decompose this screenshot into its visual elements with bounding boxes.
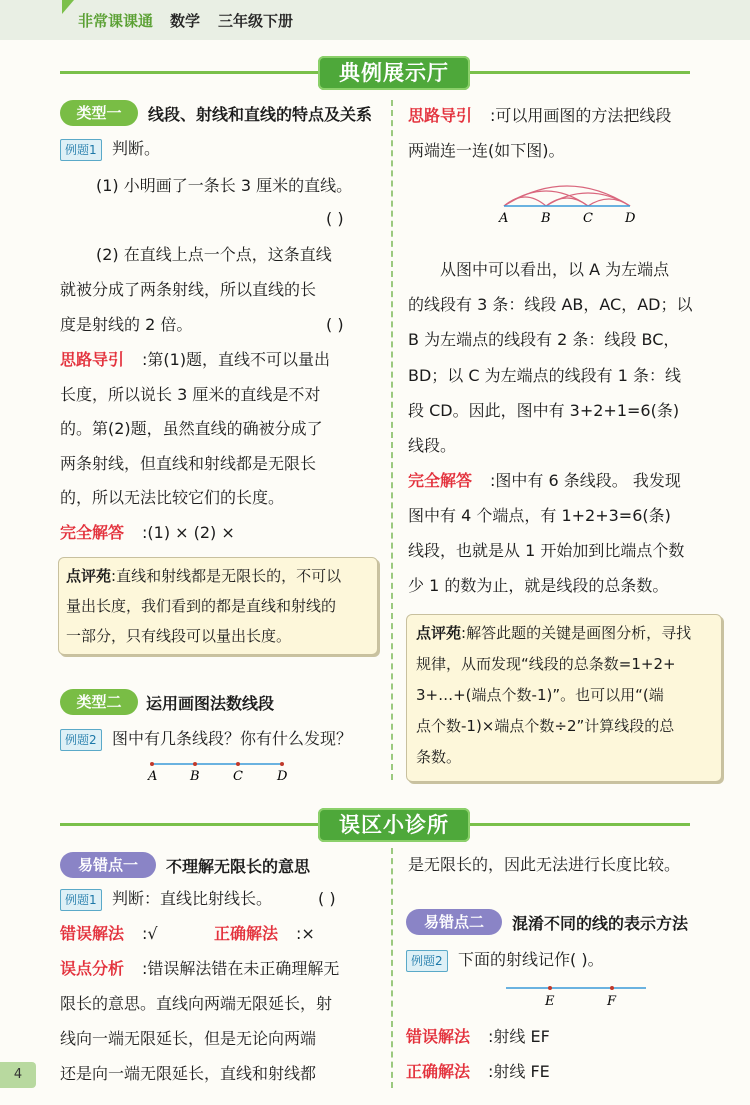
ray-diagram xyxy=(500,980,650,1010)
note-right-line5: 条数。 xyxy=(416,748,462,766)
label-a: A xyxy=(148,769,158,784)
explain-line3: B 为左端点的线段有 2 条：线段 BC， xyxy=(408,330,680,349)
example2-label: 例题2 xyxy=(60,729,102,751)
question2-paren: ( ) xyxy=(326,315,344,334)
point-f xyxy=(610,986,614,990)
book-brand: 非常课课通 xyxy=(78,12,154,30)
explain-line2: 的线段有 3 条：线段 AB，AC，AD；以 xyxy=(408,295,693,314)
diagram-label-b: B xyxy=(541,211,551,226)
analysis-continuation: 是无限长的，因此无法进行长度比较。 xyxy=(408,855,681,874)
hint-line2: 长度，所以说长 3 厘米的直线是不对 xyxy=(60,385,321,404)
mistake2-example-label: 例题2 xyxy=(406,950,448,972)
mistake1-tag: 易错点一 xyxy=(60,852,156,878)
answer-text: :(1) × (2) × xyxy=(142,523,235,542)
note-right-label: 点评苑 xyxy=(416,624,462,642)
label-b: B xyxy=(190,769,200,784)
diagram-label-c: C xyxy=(583,211,593,226)
explain-line6: 线段。 xyxy=(408,436,457,455)
label-c: C xyxy=(233,769,243,784)
mistake1-right-text: :× xyxy=(296,924,315,943)
explain-line4: BD；以 C 为左端点的线段有 1 条：线 xyxy=(408,366,681,385)
point-d xyxy=(280,762,284,766)
analysis-line4: 还是向一端无限延长，直线和射线都 xyxy=(60,1064,317,1083)
hint-line3: 的。第(2)题，虽然直线的确被分成了 xyxy=(60,419,323,438)
question2-line3: 度是射线的 2 倍。 xyxy=(60,315,193,334)
note-label: 点评苑 xyxy=(66,567,112,585)
hint-line1: :第(1)题，直线不可以量出 xyxy=(142,350,331,369)
question1-paren: ( ) xyxy=(326,209,344,228)
label-d: D xyxy=(277,769,288,784)
example2-stem: 图中有几条线段？你有什么发现？ xyxy=(112,729,353,748)
mistake2-stem: 下面的射线记作( )。 xyxy=(458,950,604,969)
mistake2-wrong-label: 错误解法 xyxy=(406,1027,471,1046)
note-right-line3: 3+…+(端点个数-1)”。也可以用“(端 xyxy=(416,686,664,704)
right-hint-label: 思路导引 xyxy=(408,106,473,125)
analysis-line3: 线向一端无限延长，但是无论向两端 xyxy=(60,1029,317,1048)
note-right-line1 xyxy=(416,620,691,646)
right-answer-line1: :图中有 6 条线段。 我发现 xyxy=(490,471,681,490)
grade-label: 三年级下册 xyxy=(218,12,294,30)
right-hint-line2: 两端连一连(如下图)。 xyxy=(408,141,565,160)
explain-line1: 从图中可以看出，以 A 为左端点 xyxy=(440,260,670,279)
mistake2-wrong-text: :射线 EF xyxy=(488,1027,550,1046)
mistake1-example-label: 例题1 xyxy=(60,889,102,911)
section-banner-mistakes: 误区小诊所 xyxy=(318,808,470,842)
mistake1-right-label: 正确解法 xyxy=(214,924,279,943)
analysis-line1: :错误解法错在未正确理解无 xyxy=(142,959,340,978)
analysis-label: 误点分析 xyxy=(60,959,125,978)
mistake2-title: 混淆不同的线的表示方法 xyxy=(512,914,689,933)
mistake2-right-text: :射线 FE xyxy=(488,1062,550,1081)
arc-cd xyxy=(588,199,630,206)
right-answer-line3: 线段，也就是从 1 开始加到比端点个数 xyxy=(408,541,685,560)
note-right-line4: 点个数-1)×端点个数÷2”计算线段的总 xyxy=(416,717,675,735)
point-c xyxy=(236,762,240,766)
diagram-label-d: D xyxy=(625,211,636,226)
note-text: :直线和射线都是无限长的，不可以 xyxy=(111,567,342,585)
column-divider-bottom xyxy=(391,848,393,1088)
point-e xyxy=(548,986,552,990)
page-number: 4 xyxy=(0,1062,36,1088)
diagram-label-a: A xyxy=(499,211,509,226)
hint-line4: 两条射线，但直线和射线都是无限长 xyxy=(60,454,317,473)
question2-line2: 就被分成了两条射线，所以直线的长 xyxy=(60,280,317,299)
subject-label: 数学 xyxy=(170,12,201,30)
right-answer-label: 完全解答 xyxy=(408,471,473,490)
type1-title: 线段、射线和直线的特点及关系 xyxy=(148,105,373,124)
example1-label: 例题1 xyxy=(60,139,102,161)
mistake1-paren: ( ) xyxy=(318,889,336,908)
segment-diagram-left xyxy=(140,756,300,784)
column-divider xyxy=(391,100,393,780)
note-left-line2: 量出长度，我们看到的都是直线和射线的 xyxy=(66,597,337,615)
label-e: E xyxy=(545,994,555,1009)
type2-tag: 类型二 xyxy=(60,689,138,715)
mistake1-wrong-label: 错误解法 xyxy=(60,924,125,943)
label-f: F xyxy=(607,994,617,1009)
question1: (1) 小明画了一条长 3 厘米的直线。 xyxy=(96,176,353,195)
hint-label: 思路导引 xyxy=(60,350,125,369)
note-right-line2: 规律，从而发现“线段的总条数=1+2+ xyxy=(416,655,676,673)
connected-segments-diagram xyxy=(490,170,650,226)
mistake2-tag: 易错点二 xyxy=(406,909,502,935)
right-answer-line4: 少 1 的数为止，就是线段的总条数。 xyxy=(408,576,669,595)
point-b xyxy=(193,762,197,766)
note-left-line1 xyxy=(66,563,341,589)
note-left-line3: 一部分，只有线段可以量出长度。 xyxy=(66,627,292,645)
right-answer-line2: 图中有 4 个端点，有 1+2+3=6(条) xyxy=(408,506,671,525)
mistake1-title: 不理解无限长的意思 xyxy=(166,857,311,876)
type1-tag: 类型一 xyxy=(60,100,138,126)
type2-title: 运用画图法数线段 xyxy=(146,694,275,713)
point-a xyxy=(150,762,154,766)
section-banner-examples: 典例展示厅 xyxy=(318,56,470,90)
question2-line1: (2) 在直线上点一个点，这条直线 xyxy=(96,245,332,264)
hint-line5: 的，所以无法比较它们的长度。 xyxy=(60,488,285,507)
analysis-line2: 限长的意思。直线向两端无限延长，射 xyxy=(60,994,333,1013)
mistake2-right-label: 正确解法 xyxy=(406,1062,471,1081)
explain-line5: 段 CD。因此，图中有 3+2+1=6(条) xyxy=(408,401,680,420)
mistake1-stem: 判断：直线比射线长。 xyxy=(112,889,273,908)
note-right-text: :解答此题的关键是画图分析，寻找 xyxy=(461,624,692,642)
mistake1-wrong-text: :√ xyxy=(142,924,158,943)
example1-stem: 判断。 xyxy=(112,139,161,158)
right-hint-line1: :可以用画图的方法把线段 xyxy=(490,106,672,125)
answer-label: 完全解答 xyxy=(60,523,125,542)
